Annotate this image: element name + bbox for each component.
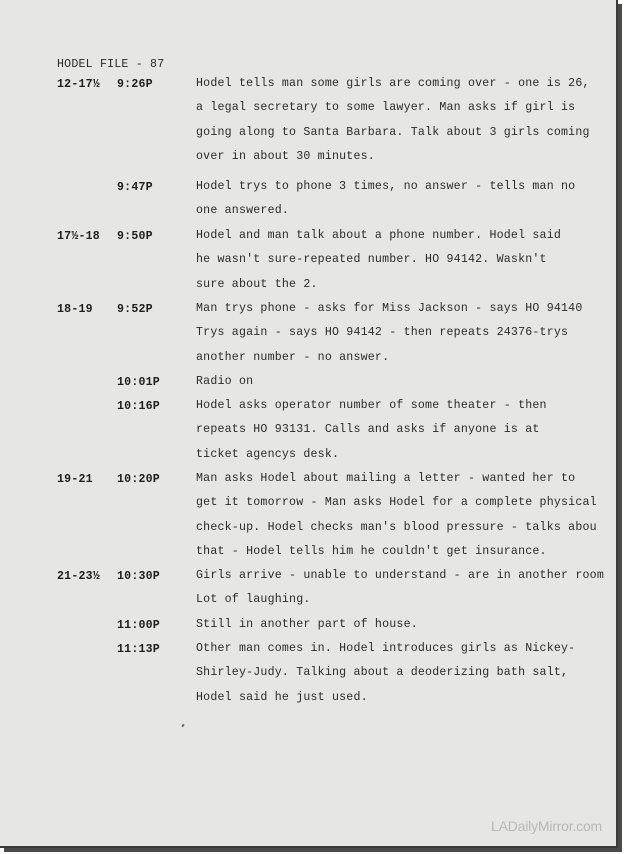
page-range: 17½-18 [57, 230, 100, 243]
text-line: get it tomorrow - Man asks Hodel for a complete physical [196, 496, 597, 510]
timestamp: 11:13P [117, 643, 160, 656]
text-line: over in about 30 minutes. [196, 149, 375, 163]
text-line: Girls arrive - unable to understand - are in another room [196, 569, 604, 582]
timestamp: 9:47P [117, 181, 153, 194]
timestamp: 10:20P [117, 473, 160, 486]
entry-text [196, 564, 616, 613]
text-line: Man asks Hodel about mailing a letter - wanted her to [196, 472, 576, 485]
text-line: one answered. [196, 204, 290, 218]
entry-text [196, 613, 616, 637]
entry-text [196, 637, 616, 710]
page-range: 21-23½ [57, 570, 100, 583]
timestamp: 10:01P [117, 376, 160, 389]
text-line: Hodel tells man some girls are coming over - one is 26, [196, 77, 590, 90]
text-line: Trys again - says HO 94142 - then repeats 24376-trys [196, 326, 569, 340]
text-line: going along to Santa Barbara. Talk about 3 girls coming [196, 125, 590, 139]
text-line: Lot of laughing. [196, 593, 311, 607]
text-line: Other man comes in. Hodel introduces girls as Nickey- [196, 642, 576, 655]
timestamp: 10:16P [117, 400, 160, 413]
entry-text [196, 297, 616, 370]
entry-text [196, 72, 616, 169]
text-line: Radio on [196, 375, 254, 388]
watermark-text: LADailyMirror.com [491, 818, 602, 834]
timestamp: 9:50P [117, 230, 153, 243]
page-range: 18-19 [57, 303, 93, 316]
text-line: that - Hodel tells him he couldn't get insurance. [196, 544, 547, 558]
entry-text [196, 370, 616, 394]
text-line: sure about the 2. [196, 277, 318, 291]
timestamp: 9:52P [117, 303, 153, 316]
text-line: Hodel asks operator number of some theater - then [196, 399, 547, 412]
paper-speck [181, 724, 184, 728]
timestamp: 10:30P [117, 570, 160, 583]
timestamp: 9:26P [117, 78, 153, 91]
entry-text [196, 224, 616, 297]
entry-text [196, 467, 616, 564]
entry-text [196, 175, 616, 224]
page-range: 19-21 [57, 473, 93, 486]
text-line: Shirley-Judy. Talking about a deoderizing bath salt, [196, 666, 569, 680]
text-line: ticket agencys desk. [196, 447, 340, 461]
text-line: another number - no answer. [196, 350, 390, 364]
text-line: Hodel said he just used. [196, 690, 368, 704]
text-line: Hodel and man talk about a phone number. Hodel said [196, 229, 562, 242]
text-line: Man trys phone - asks for Miss Jackson - says HO 94140 [196, 302, 583, 315]
text-line: he wasn't sure-repeated number. HO 94142. Waskn't [196, 253, 547, 267]
text-line: repeats HO 93131. Calls and asks if anyone is at [196, 423, 540, 437]
entry-text [196, 394, 616, 467]
text-line: check-up. Hodel checks man's blood pressure - talks abou [196, 520, 597, 534]
text-line: Still in another part of house. [196, 618, 418, 631]
text-line: Hodel trys to phone 3 times, no answer - tells man no [196, 180, 576, 193]
file-header: HODEL FILE - 87 [57, 58, 165, 71]
page-range: 12-17½ [57, 78, 100, 91]
timestamp: 11:00P [117, 619, 160, 632]
text-line: a legal secretary to some lawyer. Man asks if girl is [196, 101, 576, 115]
